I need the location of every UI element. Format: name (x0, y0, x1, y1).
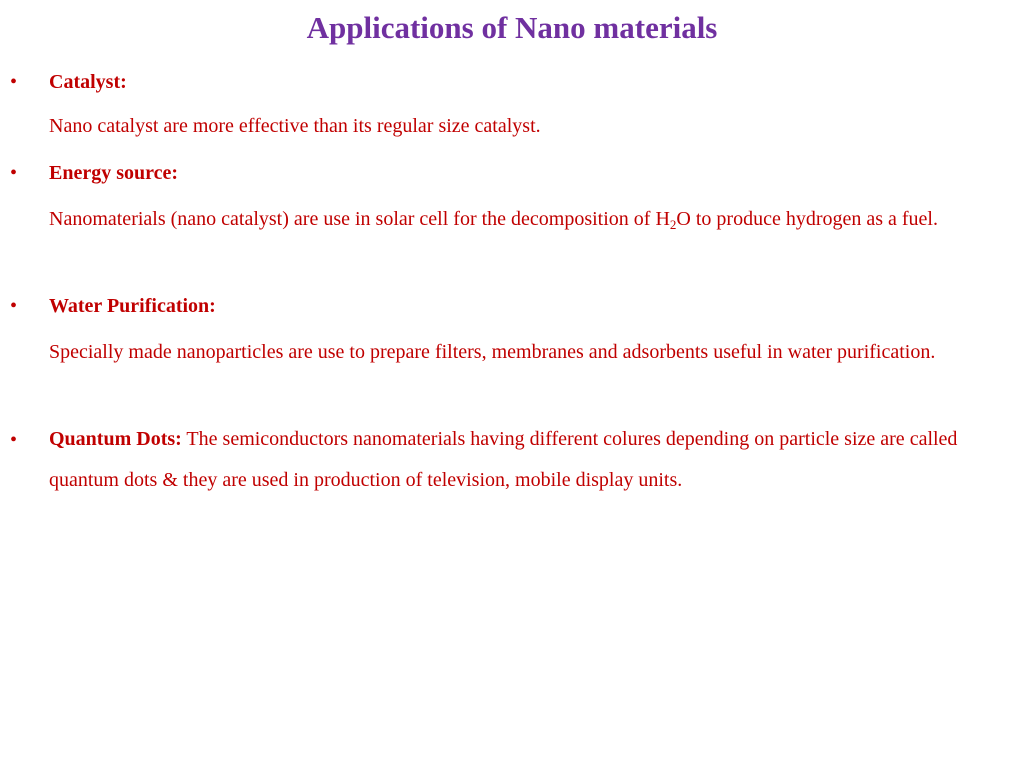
item-text-water-purification: Specially made nanoparticles are use to prepare filters, membranes and adsorbents useful in water purification. (49, 341, 936, 363)
item-heading-energy-source: Energy source: (49, 162, 179, 184)
energy-text-after: O to produce hydrogen as a fuel. (676, 208, 938, 230)
item-heading-quantum-dots: Quantum Dots: (49, 428, 182, 450)
bullet-icon: • (10, 429, 18, 451)
energy-text-before: Nanomaterials (nano catalyst) are use in solar cell for the decomposition of H (49, 208, 670, 230)
item-text-catalyst: Nano catalyst are more effective than its regular size catalyst. (49, 115, 541, 137)
bullet-icon: • (10, 71, 18, 93)
bullet-icon: • (10, 162, 18, 184)
quantum-dots-text: The semiconductors nanomaterials having different colures depending on particle size are called quantum dots & they are used in production of television, mobile display units. (49, 428, 958, 491)
subscript-two: 2 (669, 217, 677, 232)
item-heading-catalyst: Catalyst: (49, 71, 127, 93)
item-heading-water-purification: Water Purification: (49, 295, 216, 317)
item-text-energy-source (49, 199, 1009, 240)
bullet-icon: • (10, 295, 18, 317)
slide-title: Applications of Nano materials (306, 10, 718, 45)
item-text-quantum-dots (49, 419, 1009, 501)
